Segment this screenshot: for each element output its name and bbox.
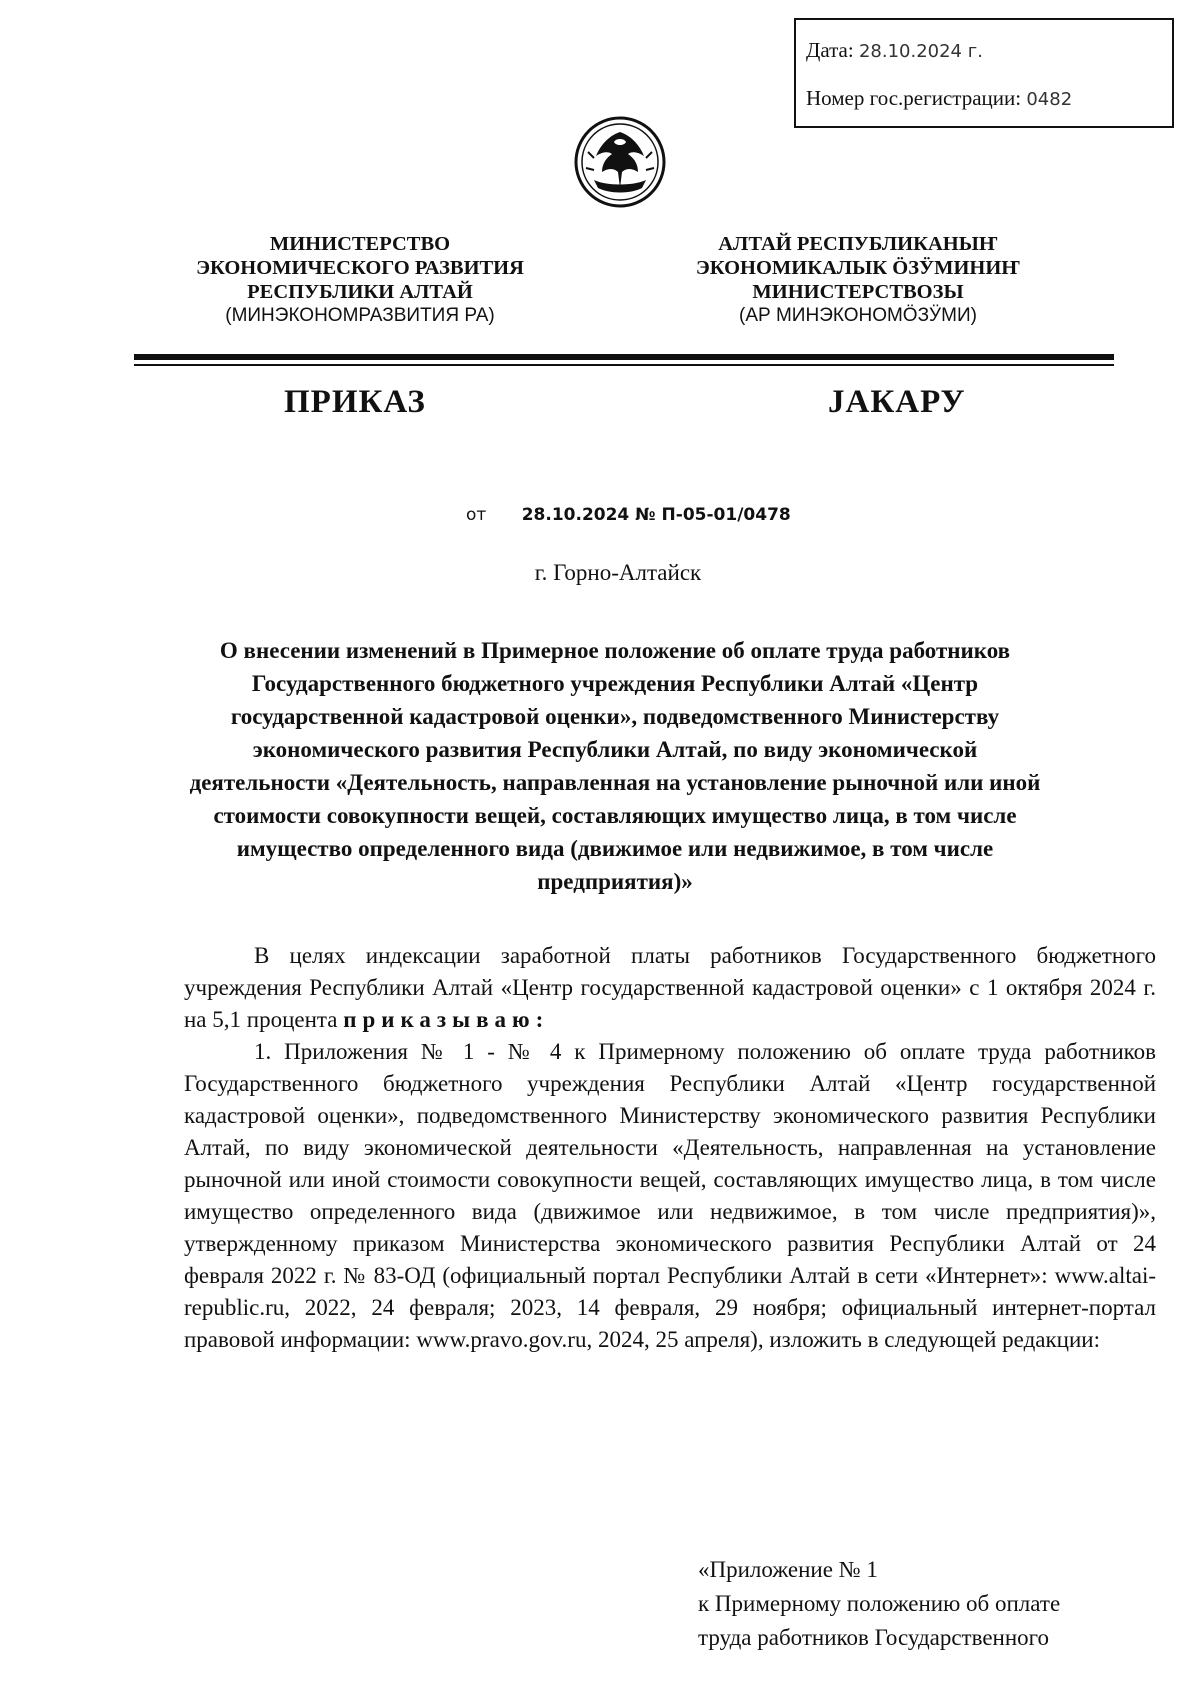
altai-coat-of-arms-icon — [572, 112, 668, 212]
body-paragraph-2: 1. Приложения № 1 - № 4 к Примерному положению об оплате труда работников Государственного бюджетного учреждения Республики Алтай «Центр государственной кадастровой оценки», подведомственного Министерству экономического развития Республики Алтай, по виду экономической деятельности «Деятельность, направленная на установление рыночной или иной стоимости совокупности вещей, составляющих имущество лица, в том числе имущество определенного вида (движимое или недвижимое, в том числе предприятия)», утвержденному приказом Министерства экономического развития Республики Алтай от 24 февраля 2022 г. № 83-ОД (официальный портал Республики Алтай в сети «Интернет»: www.altai-republic.ru, 2022, 24 февраля; 2023, 14 февраля, 29 ноября; официальный интернет-портал правовой информации: www.pravo.gov.ru, 2024, 25 апреля), изложить в следующей редакции: — [184, 1039, 1156, 1352]
order-title: О внесении изменений в Примерное положение об оплате труда работников Государственного бюджетного учреждения Республики Алтай «Центр государственной кадастровой оценки», подведомственного Министерству экономического развития Республики Алтай, по виду экономической деятельности «Деятельность, направленная на установление рыночной или иной стоимости совокупности вещей, составляющих имущество лица, в том числе имущество определенного вида (движимое или недвижимое, в том числе предприятия)» — [189, 638, 1041, 894]
registration-stamp — [794, 18, 1174, 128]
order-number-line — [466, 505, 791, 525]
document-kind-altai: ЈАКАРУ — [828, 384, 966, 420]
registration-date-value: 28.10.2024 г. — [858, 41, 983, 62]
order-number: 28.10.2024 № П-05-01/0478 — [521, 505, 791, 525]
order-body — [184, 940, 1156, 1356]
document-kind-russian: ПРИКАЗ — [284, 384, 426, 420]
registration-date-label: Дата: — [806, 38, 854, 62]
ministry-name-altai: АЛТАЙ РЕСПУБЛИКАНЫҤ ЭКОНОМИКАЛЫК ӦЗӰМИНИҤ МИНИСТЕРСТВОЗЫ (АР МИНЭКОНОМӦЗӰМИ) — [695, 233, 1021, 326]
ministry-name-russian: МИНИСТЕРСТВО ЭКОНОМИЧЕСКОГО РАЗВИТИЯ РЕСПУБЛИКИ АЛТАЙ (МИНЭКОНОМРАЗВИТИЯ РА) — [196, 233, 524, 326]
body-paragraph-1: В целях индексации заработной платы работников Государственного бюджетного учреждения Республики Алтай «Центр государственной кадастровой оценки» с 1 октября 2024 г. на 5,1 процента приказываю: — [184, 943, 1156, 1032]
registration-number-value: 0482 — [1026, 89, 1073, 110]
appendix-heading: «Приложение № 1 к Примерному положению об оплате труда работников Государственного — [698, 1557, 1061, 1650]
order-directive: приказываю: — [343, 1007, 550, 1032]
order-city: г. Горно-Алтайск — [534, 560, 702, 585]
registration-date-row — [806, 38, 983, 63]
order-date-prefix: от — [466, 505, 487, 525]
registration-number-row — [806, 86, 1072, 111]
header-divider-thin — [134, 364, 1114, 366]
registration-number-label: Номер гос.регистрации: — [806, 86, 1022, 110]
header-divider-thick — [134, 354, 1114, 360]
